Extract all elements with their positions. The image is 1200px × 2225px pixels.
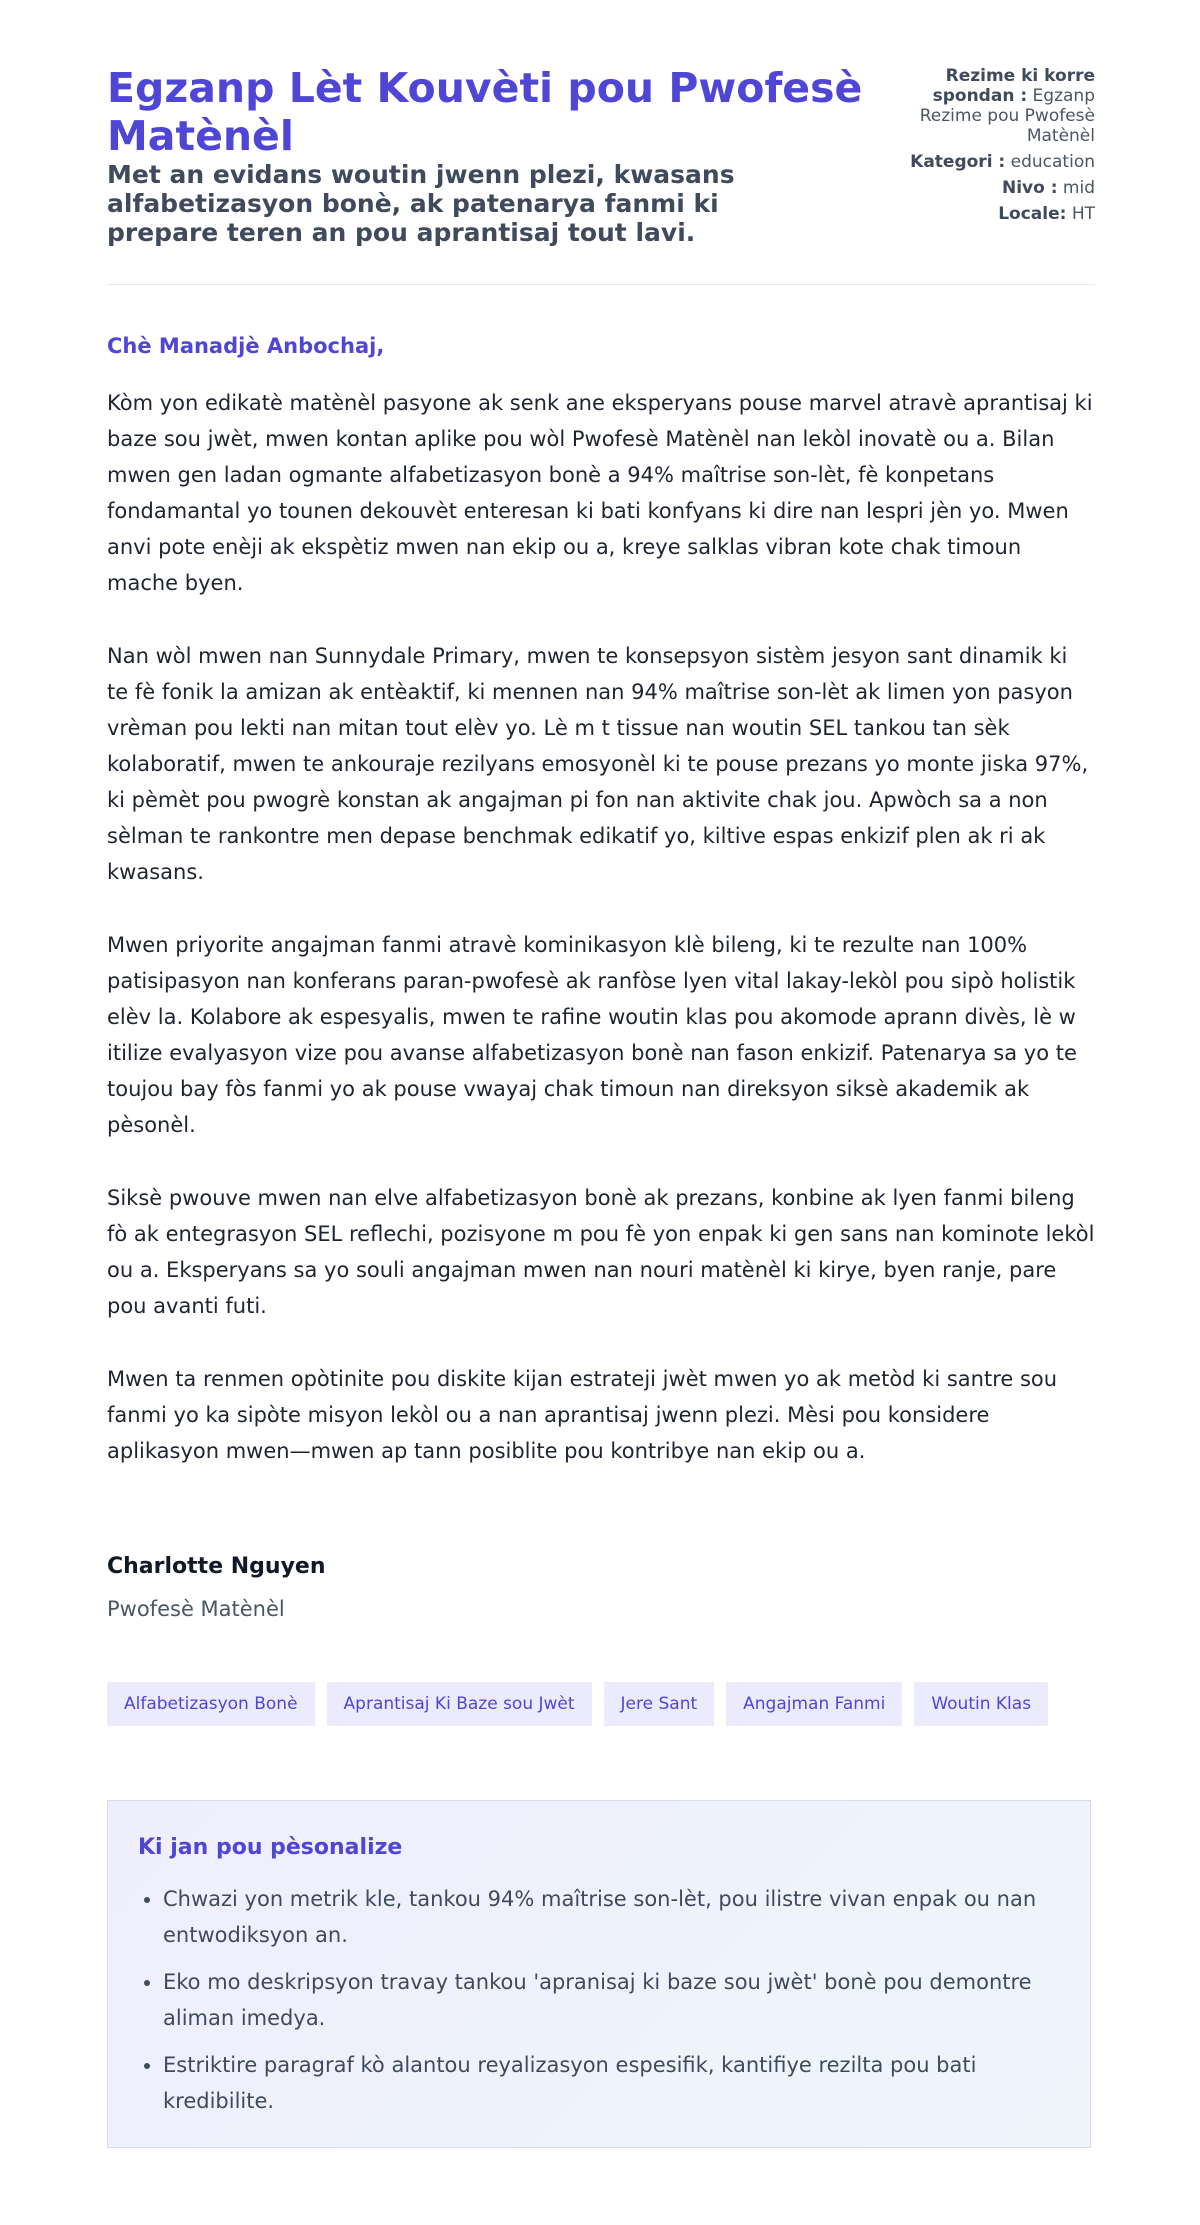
tips-item: • Chwazi yon metrik kle, tankou 94% maîtrise son-lèt, pou ilistre vivan enpak ou nan entwodiksyon an. [163, 1881, 1083, 1953]
meta-level-label: Nivo : [1001, 178, 1058, 198]
meta-category-label: Kategori : [910, 152, 1006, 172]
meta-category [885, 152, 1095, 172]
tips-title: Ki jan pou pèsonalize [138, 1835, 403, 1860]
skill-tags [107, 1682, 1048, 1726]
tips-list [138, 1881, 1083, 2130]
meta-locale [885, 204, 1095, 224]
letter-paragraph: Nan wòl mwen nan Sunnydale Primary, mwen te konsepsyon sistèm jesyon sant dinamik ki te fè fonik la amizan ak entèaktif, ki mennen nan 94% maîtrise son-lèt ak limen yon pasyon vrèman pou lekti nan mitan tout elèv yo. Lè m t tissue nan woutin SEL tankou tan sèk kolaboratif, mwen te ankouraje rezilyans emosyonèl ki te pouse prezans yo monte jiska 97%, ki pèmèt pou pwogrè konstan ak angajman pi fon nan aktivite chak jou. Apwòch sa a non sèlman te rankontre men depase benchmak edikatif yo, kiltive espas enkizif plen ak ri ak kwasans. [107, 644, 1089, 884]
meta-locale-value: HT [1071, 204, 1095, 224]
meta-summary [885, 66, 1095, 146]
letter-paragraph: Siksè pwouve mwen nan elve alfabetizasyon bonè ak prezans, konbine ak lyen fanmi bileng fò ak entegrasyon SEL reflechi, pozisyone m pou fè yon enpak ki gen sans nan kominote lekòl ou a. Eksperyans sa yo souli angajman mwen nan nouri matènèl ki kirye, byen ranje, pare pou avanti futi. [107, 1186, 1095, 1318]
meta-locale-label: Locale: [998, 204, 1067, 224]
skill-tag: Alfabetizasyon Bonè [107, 1682, 315, 1726]
meta-summary-value: Egzanp Rezime pou Pwofesè Matènèl [919, 86, 1095, 146]
meta-category-value: education [1010, 152, 1095, 172]
meta-level [885, 178, 1095, 198]
skill-tag: Aprantisaj Ki Baze sou Jwèt [327, 1682, 592, 1726]
meta-panel [885, 66, 1095, 230]
header [107, 64, 1095, 247]
letter-body [107, 385, 1095, 1506]
letter-paragraph: Mwen ta renmen opòtinite pou diskite kijan estrateji jwèt mwen yo ak metòd ki santre sou fanmi yo ka sipòte misyon lekòl ou a nan aprantisaj jwenn plezi. Mèsi pou konsidere aplikasyon mwen—mwen ap tann posiblite pou kontribye nan ekip ou a. [107, 1367, 1058, 1463]
skill-tag: Angajman Fanmi [726, 1682, 902, 1726]
signature-name: Charlotte Nguyen [107, 1554, 326, 1579]
page-title: Egzanp Lèt Kouvèti pou Pwofesè Matènèl [107, 64, 863, 160]
salutation: Chè Manadjè Anbochaj, [107, 334, 385, 358]
signature-role: Pwofesè Matènèl [107, 1597, 285, 1621]
page-subtitle: Met an evidans woutin jwenn plezi, kwasans alfabetizasyon bonè, ak patenarya fanmi ki prepare teren an pou aprantisaj tout lavi. [107, 160, 735, 247]
header-divider [107, 284, 1095, 285]
meta-summary-label: Rezime ki korre spondan : [932, 66, 1095, 106]
tips-item: • Eko mo deskripsyon travay tankou 'apranisaj ki baze sou jwèt' bonè pou demontre aliman imedya. [163, 1964, 1083, 2036]
meta-level-value: mid [1062, 178, 1095, 198]
customization-tips-box [107, 1800, 1091, 2148]
letter-paragraph: Kòm yon edikatè matènèl pasyone ak senk ane eksperyans pouse marvel atravè aprantisaj ki baze sou jwèt, mwen kontan aplike pou wòl Pwofesè Matènèl nan lekòl inovatè ou a. Bilan mwen gen ladan ogmante alfabetizasyon bonè a 94% maîtrise son-lèt, fè konpetans fondamantal yo tounen dekouvèt enteresan ki bati konfyans ki dire nan lespri jèn yo. Mwen anvi pote enèji ak ekspètiz mwen nan ekip ou a, kreye salklas vibran kote chak timoun mache byen. [107, 391, 1093, 595]
letter-paragraph: Mwen priyorite angajman fanmi atravè kominikasyon klè bileng, ki te rezulte nan 100% patisipasyon nan konferans paran-pwofesè ak ranfòse lyen vital lakay-lekòl pou sipò holistik elèv la. Kolabore ak espesyalis, mwen te rafine woutin klas pou akomode aprann divès, lè w itilize evalyasyon vize pou avanse alfabetizasyon bonè nan fason enkizif. Patenarya sa yo te toujou bay fòs fanmi yo ak pouse vwayaj chak timoun nan direksyon siksè akademik ak pèsonèl. [107, 933, 1077, 1137]
skill-tag: Jere Sant [604, 1682, 715, 1726]
skill-tag: Woutin Klas [914, 1682, 1048, 1726]
tips-item: • Estriktire paragraf kò alantou reyalizasyon espesifik, kantifiye rezilta pou bati kredibilite. [163, 2047, 1083, 2119]
